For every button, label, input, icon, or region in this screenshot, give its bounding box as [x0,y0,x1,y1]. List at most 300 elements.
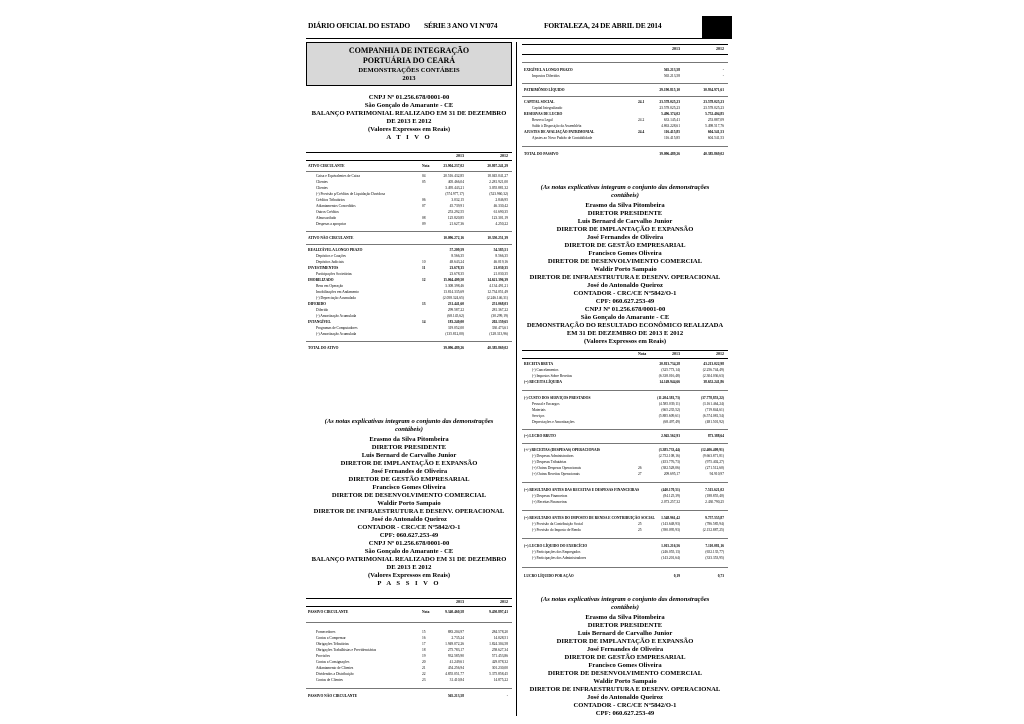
row-label: Provisões [316,654,330,658]
row-value-2013: 183.240,00 [447,320,464,324]
table-row [306,254,512,259]
row-value-2013: (6.338.016,48) [658,374,680,378]
row-value-2012: 14.621.396,39 [487,278,508,282]
table-row [306,660,512,665]
signature-line: CPF: 060.627.253-49 [595,298,655,305]
row-label: Depósitos e Cauções [316,254,346,258]
col-2013: 2013 [672,351,680,356]
row-label: (-) Cancelamentos [532,368,559,372]
row-value-2012: (9.663.871,81) [702,454,724,458]
table-row [306,180,512,185]
row-value-2013: 565.213,58 [447,694,464,698]
table-row [522,434,728,439]
row-label: ATIVO NÃO CIRCULANTE [308,236,354,240]
row-value-2012: 281.367,22 [491,308,508,312]
table-row [522,88,728,93]
row-value-2013: 21.627,36 [449,222,464,226]
row-label: TOTAL DO ATIVO [308,346,339,350]
row-value-2012: 202.159,65 [491,320,508,324]
row-label: PASSIVO NÃO CIRCULANTE [308,694,358,698]
balanco-title-1: BALANÇO PATRIMONIAL REALIZADO EM 31 DE DEZEMBRO [311,110,507,117]
row-value-2013: 116.415,85 [664,130,680,134]
row-separator [306,688,512,689]
signature-line: José Fernandes de Oliveira [586,234,664,241]
table-row [522,118,728,123]
row-value-2012: 46.019,16 [493,260,508,264]
right-cnpj: CNPJ Nº 01.256.678/0001-00 [584,306,666,313]
table-row [522,74,728,79]
row-value-2013: 116.415,85 [663,136,680,140]
row-value-2013: 29.190.815,10 [659,88,680,92]
row-label: Contas de Clientes [316,678,343,682]
table-rule [522,54,728,55]
table-row [522,550,728,555]
row-label: Depósitos Judiciais [316,260,344,264]
row-value-2012: (2.246.146,31) [486,296,508,300]
row-label: (-) CUSTO DOS SERVIÇOS PRESTADOS [524,396,591,400]
row-value-2012: 43.213.022,98 [703,362,724,366]
row-label: Obrigações Trabalhistas e Previdenciárias [316,648,377,652]
row-value-2013: 932.585,90 [447,654,464,658]
row-value-2013: 15.064.409,50 [443,278,464,282]
row-note: 10 [422,260,426,264]
passivo-heading: P A S S I V O [377,580,441,587]
row-value-2013: 253.292,55 [447,210,464,214]
row-label: (-) Amortização Acumulada [316,314,357,318]
row-value-2012: (719.844,61) [705,408,724,412]
row-value-2013: 39.096.489,26 [443,346,464,350]
signature-line: DIRETOR DE INFRAESTRUTURA E DESENV. OPERACIONAL [529,274,721,281]
row-value-2013: 13.814.335,69 [443,290,464,294]
notes-line1: (As notas explicativas integram o conjunto das demonstrações [324,418,494,425]
newspaper-page [306,16,732,716]
row-value-2013: 23.578.025,23 [659,106,680,110]
signature-line: CPF: 060.627.253-49 [595,710,655,717]
table-row [306,308,512,313]
table-row [522,408,728,413]
row-separator [306,171,512,172]
row-value-2013: (325.773,14) [661,368,680,372]
table-row [306,164,512,169]
location: São Gonçalo do Amarante - CE [364,102,454,109]
row-value-2012: 9.757.555,87 [705,516,724,520]
row-value-2012: 9.450.897,41 [489,610,508,614]
row-value-2012: (30.299,19) [491,314,508,318]
dre-title-2: EM 31 DE DEZEMBRO DE 2013 E 2012 [566,330,684,337]
row-value-2013: 2.073.257,32 [661,500,680,504]
row-label: Caixa e Equivalentes de Caixa [316,174,360,178]
signature-line: José Fernandes de Oliveira [370,468,448,475]
row-label: (+/-) RECEITAS (DESPESAS) OPERACIONAIS [524,448,600,452]
row-value-2012: 94.910,97 [709,472,724,476]
signature-line: DIRETOR DE INFRAESTRUTURA E DESENV. OPERACIONAL [313,508,505,515]
right-location: São Gonçalo do Amarante - CE [580,314,670,321]
column-divider [516,42,517,716]
row-value-2012: 40.385.869,02 [703,152,724,156]
table-row [306,610,512,615]
notes-line2: contábeis) [395,426,423,433]
row-value-2012: - [722,68,724,72]
company-name-line2: PORTUÁRIA DO CEARÁ [362,56,456,65]
row-value-2013: 4.855.051,77 [445,672,464,676]
signature-line: DIRETOR DE GESTÃO EMPRESARIAL [564,654,686,661]
row-value-2013: (4.585.039,11) [658,402,680,406]
signature-line: Waldir Porto Sampaio [593,678,657,685]
row-value-2012: 30.934.971,61 [703,88,724,92]
row-separator [522,62,728,63]
location-2: São Gonçalo do Amarante - CE [364,548,454,555]
table-row [522,136,728,141]
table-row [522,396,728,401]
table-row [522,420,728,425]
signature-line: José do Antonaldo Queiroz [587,694,663,701]
row-label: (-) Despesas Tributárias [532,460,567,464]
table-row [306,210,512,215]
row-note: 04 [422,174,426,178]
row-value-2013: (84.125,39) [663,494,680,498]
table-rule [522,358,728,359]
dre-title-1: DEMONSTRAÇÃO DO RESULTADO ECONÔMICO REALIZADA [526,322,724,329]
row-value-2013: 1.548.961,42 [661,516,680,520]
table-row [522,460,728,465]
row-value-2013: 5.496.374,02 [661,112,680,116]
row-value-2013: 0,19 [673,574,680,578]
row-label: TOTAL DO PASSIVO [524,152,559,156]
row-label: (+) Receitas Financeiras [532,500,567,504]
row-label: LUCRO LÍQUIDO POR AÇÃO [524,574,574,578]
row-label: (+) Outras Receitas Operacionais [532,472,580,476]
row-value-2013: 565.213,58 [663,74,680,78]
row-value-2012: 46.330,42 [493,204,508,208]
table-row [306,346,512,351]
table-row [306,302,512,307]
table-row [522,130,728,135]
signature-line: DIRETOR PRESIDENTE [587,622,663,629]
right-notes2-line2: contábeis) [611,604,639,611]
row-label: Depreciações e Amortizações [532,420,575,424]
col-2012: 2012 [716,46,724,51]
right-values-note: (Valores Expressos em Reais) [583,338,667,345]
col-2012: 2012 [500,153,508,158]
row-label: Serviços [532,414,545,418]
row-label: Ajustes ao Novo Padrão de Contabilidade [532,136,593,140]
header-black-block [702,16,732,38]
journal-city-date: FORTALEZA, 24 DE ABRIL DE 2014 [544,21,662,30]
dre-header [522,351,728,357]
row-value-2013: (143.201,64) [661,556,680,560]
table-row [522,488,728,493]
table-row [306,290,512,295]
row-value-2013: (390.095,93) [661,528,680,532]
row-value-2012: 5.752.404,85 [705,112,724,116]
row-value-2012: (271.512,60) [705,466,724,470]
signature-line: DIRETOR DE IMPLANTAÇÃO E EXPANSÃO [556,638,694,645]
row-value-2012: 2.430.790,25 [705,500,724,504]
table-row [522,556,728,561]
row-value-2012: 253.887,09 [707,118,724,122]
table-row [306,216,512,221]
row-value-2013: (68.497,49) [663,420,680,424]
row-label: Bens em Operação [316,284,344,288]
row-value-2013: (143.648,93) [661,522,680,526]
signature-line: DIRETOR DE INFRAESTRUTURA E DESENV. OPERACIONAL [529,686,721,693]
row-label: PATRIMÔNIO LÍQUIDO [524,88,565,92]
row-separator [522,482,728,483]
row-label: (=) RESULTADO ANTES DAS RECEITAS E DESPESAS FINANCEIRAS [524,488,640,492]
row-value-2012: 123.301,19 [491,216,508,220]
row-value-2012: 54.585,51 [493,248,508,252]
table-row [522,100,728,105]
row-note: 09 [422,222,426,226]
row-value-2012: 7.515.621,02 [705,488,724,492]
row-label: (-) Depreciação Acumulada [316,296,356,300]
row-label: CAPITAL SOCIAL [524,100,555,104]
row-value-2013: 2.945.562,93 [661,434,680,438]
signature-line: DIRETOR PRESIDENTE [587,210,663,217]
row-label: Programas de Computadores [316,326,358,330]
row-separator [306,231,512,232]
row-separator [522,96,728,97]
signature-line: Erasmo da Silva Pitombeira [585,202,665,209]
row-value-2012: 4.134.491,21 [489,284,508,288]
table-row [306,248,512,253]
row-separator [522,429,728,430]
table-row [306,694,512,699]
cnpj: CNPJ Nº 01.256.678/0001-00 [368,94,450,101]
signature-line: CONTADOR - CRC/CE Nº5842/O-1 [573,290,677,297]
row-label: Diferido [316,308,329,312]
row-label: (=) LUCRO BRUTO [524,434,556,438]
table-row [306,320,512,325]
right-notes2-line1: (As notas explicativas integram o conjunto das demonstrações [540,596,710,603]
cnpj-2: CNPJ Nº 01.256.678/0001-00 [368,540,450,547]
table-row [306,332,512,337]
row-value-2012: 38.652.241,86 [703,380,724,384]
table-row [522,112,728,117]
row-label: Saldo à Disposição da Assembléia [532,124,582,128]
row-value-2012: (6.574.081,54) [702,414,724,418]
row-value-2013: 39.096.489,26 [659,152,680,156]
row-label: Reserva Legal [532,118,553,122]
values-note: (Valores Expressos em Reais) [367,126,451,133]
row-value-2013: 3.495.443,21 [445,186,464,190]
right-notes-line2: contábeis) [611,192,639,199]
row-note: 27 [638,472,642,476]
journal-series: SÉRIE 3 ANO VI Nº074 [424,21,498,30]
row-value-2012: 12.734.051,49 [487,290,508,294]
row-value-2013: (135.812,00) [445,332,464,336]
row-value-2013: 454.256,94 [447,666,464,670]
row-value-2013: 8.566,35 [451,254,464,258]
row-note: Nota [422,610,430,614]
row-separator [306,244,512,245]
signature-line: José Fernandes de Oliveira [586,646,664,653]
row-value-2012: 61.690,35 [493,210,508,214]
row-label: EXIGÍVEL A LONGO PRAZO [524,68,573,72]
row-value-2012: (188.855,40) [705,494,724,498]
row-note: 18 [422,648,426,652]
row-value-2012: 20.807.241,29 [487,164,508,168]
journal-name: DIÁRIO OFICIAL DO ESTADO [308,21,410,30]
row-value-2012: 21.030,35 [493,266,508,270]
row-value-2012: (652.135,77) [705,550,724,554]
row-note: 08 [422,216,426,220]
signature-line: DIRETOR DE DESENVOLVIMENTO COMERCIAL [547,670,703,677]
row-label: (-) Participações dos Administradores [532,556,587,560]
row-value-2012: (2.256.744,49) [702,368,724,372]
row-value-2013: 31.410,84 [449,678,464,682]
balanco2-title-1: BALANÇO PATRIMONIAL REALIZADO EM 31 DE DEZEMBRO [311,556,507,563]
table-row [306,642,512,647]
row-value-2013: (68.145,62) [447,314,464,318]
row-value-2012: 301.230,00 [491,666,508,670]
row-note: 16 [422,636,426,640]
row-label: Créditos Tributários [316,198,345,202]
signature-line: Waldir Porto Sampaio [593,266,657,273]
row-value-2012: 873.388,64 [707,434,724,438]
row-value-2013: 10.096.272,16 [443,236,464,240]
row-label: Participações Societárias [316,272,352,276]
row-value-2013: (2.752.108,16) [658,454,680,458]
row-value-2012: 330.473,61 [491,326,508,330]
table-row [306,314,512,319]
balanco2-title-2: DE 2013 E 2012 [386,564,432,571]
row-label: Clientes [316,180,328,184]
row-note: 24.2 [638,118,645,122]
row-value-2012: 2.281.921,00 [489,180,508,184]
signature-line: CPF: 060.627.253-49 [379,532,439,539]
table-row [306,260,512,265]
signature-line: Erasmo da Silva Pitombeira [369,436,449,443]
row-value-2012: 571.453,86 [491,654,508,658]
row-value-2013: (2.058.324,65) [442,296,464,300]
row-value-2012: 1.824.304,58 [489,642,508,646]
row-note: 25 [638,528,642,532]
row-label: (-) Impostos Sobre Receitas [532,374,573,378]
row-value-2012: (128.313,96) [489,332,508,336]
row-note: 24.4 [638,130,645,134]
table-rule [522,44,728,45]
table-row [522,544,728,549]
signature-line: Francisco Gomes Oliveira [588,662,662,669]
row-value-2012: 23.578.025,23 [703,106,724,110]
row-label: Capital Integralizado [532,106,563,110]
row-note: 05 [422,180,426,184]
row-label: AJUSTES DE AVALIAÇÃO PATRIMONIAL [524,130,595,134]
demo-title: DEMONSTRAÇÕES CONTÁBEIS [358,67,460,74]
row-value-2012: (523.960,32) [489,192,508,196]
row-value-2013: 23.678,35 [449,266,464,270]
row-value-2013: 633.145,41 [663,118,680,122]
row-value-2013: (665.235,52) [661,408,680,412]
row-separator [522,83,728,84]
row-label: Pessoal e Encargos [532,402,560,406]
table-row [522,522,728,527]
row-value-2013: (5.885.609,61) [658,414,680,418]
row-label: Imobilizações em Andamento [316,290,359,294]
row-label: Contas a Consignações [316,660,350,664]
row-value-2012: 21.030,35 [493,272,508,276]
row-note: 25 [638,522,642,526]
table-row [306,236,512,241]
row-value-2013: 23.678,35 [449,272,464,276]
row-value-2013: 48.643,24 [449,260,464,264]
row-label: Almoxarifado [316,216,337,220]
row-note: 17 [422,642,426,646]
table-row [306,636,512,641]
row-value-2012: 40.385.869,02 [487,346,508,350]
row-value-2013: 2.735,24 [451,636,464,640]
row-note: Nota [422,164,430,168]
row-value-2013: 14.149.944,66 [659,380,680,384]
signature-line: DIRETOR DE GESTÃO EMPRESARIAL [348,476,470,483]
company-name-line1: COMPANHIA DE INTEGRAÇÃO [348,46,470,55]
table-row [522,380,728,385]
table-row [522,528,728,533]
row-value-2013: 45.739,91 [449,204,464,208]
signature-line: CONTADOR - CRC/CE Nº5842/O-1 [573,702,677,709]
row-value-2012: 284.578,20 [491,630,508,634]
signature-line: DIRETOR DE GESTÃO EMPRESARIAL [564,242,686,249]
row-value-2013: 1.015.216,56 [661,544,680,548]
table-row [522,516,728,521]
row-note: 12 [422,278,426,282]
table-row [522,124,728,129]
table-row [522,500,728,505]
table-row [306,192,512,197]
balanco-title-2: DE 2013 E 2012 [386,118,432,125]
table-row [306,648,512,653]
page-header [306,16,732,39]
signature-line: Luis Bernard de Carvalho Junior [577,630,673,637]
table-row [522,574,728,579]
signature-line: DIRETOR DE DESENVOLVIMENTO COMERCIAL [547,258,703,265]
table-row [306,326,512,331]
cont-header [522,46,728,52]
row-note: 20 [422,660,426,664]
row-note: 26 [638,466,642,470]
row-value-2012: 5.498.517,76 [705,124,724,128]
row-note: 15 [422,630,426,634]
row-value-2012: 4.250,22 [495,222,508,226]
row-value-2012: 23.578.025,23 [703,100,724,104]
row-value-2013: 20.516.432,85 [443,174,464,178]
row-separator [522,146,728,147]
row-separator [306,341,512,342]
table-row [306,630,512,635]
row-label: (-) Despesas Financeiras [532,494,568,498]
col-2012: 2012 [716,351,724,356]
row-label: (-) Provisão do Imposto de Renda [532,528,581,532]
signature-line: José do Antonaldo Queiroz [587,282,663,289]
row-note: 23 [422,678,426,682]
row-value-2012: 3.055.881,32 [489,186,508,190]
row-value-2013: (246.055,13) [661,550,680,554]
row-value-2012: 0,73 [717,574,724,578]
table-row [522,494,728,499]
table-row [522,68,728,73]
table-row [306,654,512,659]
row-value-2013: 883.204,97 [447,630,464,634]
table-row [522,374,728,379]
table-row [522,448,728,453]
row-label: RECEITA BRUTA [524,362,554,366]
table-row [306,666,512,671]
signature-line: Francisco Gomes Oliveira [372,484,446,491]
values-note-2: (Valores Expressos em Reais) [367,572,451,579]
table-rule [306,606,512,607]
row-value-2012: (37.778,853,22) [700,396,724,400]
